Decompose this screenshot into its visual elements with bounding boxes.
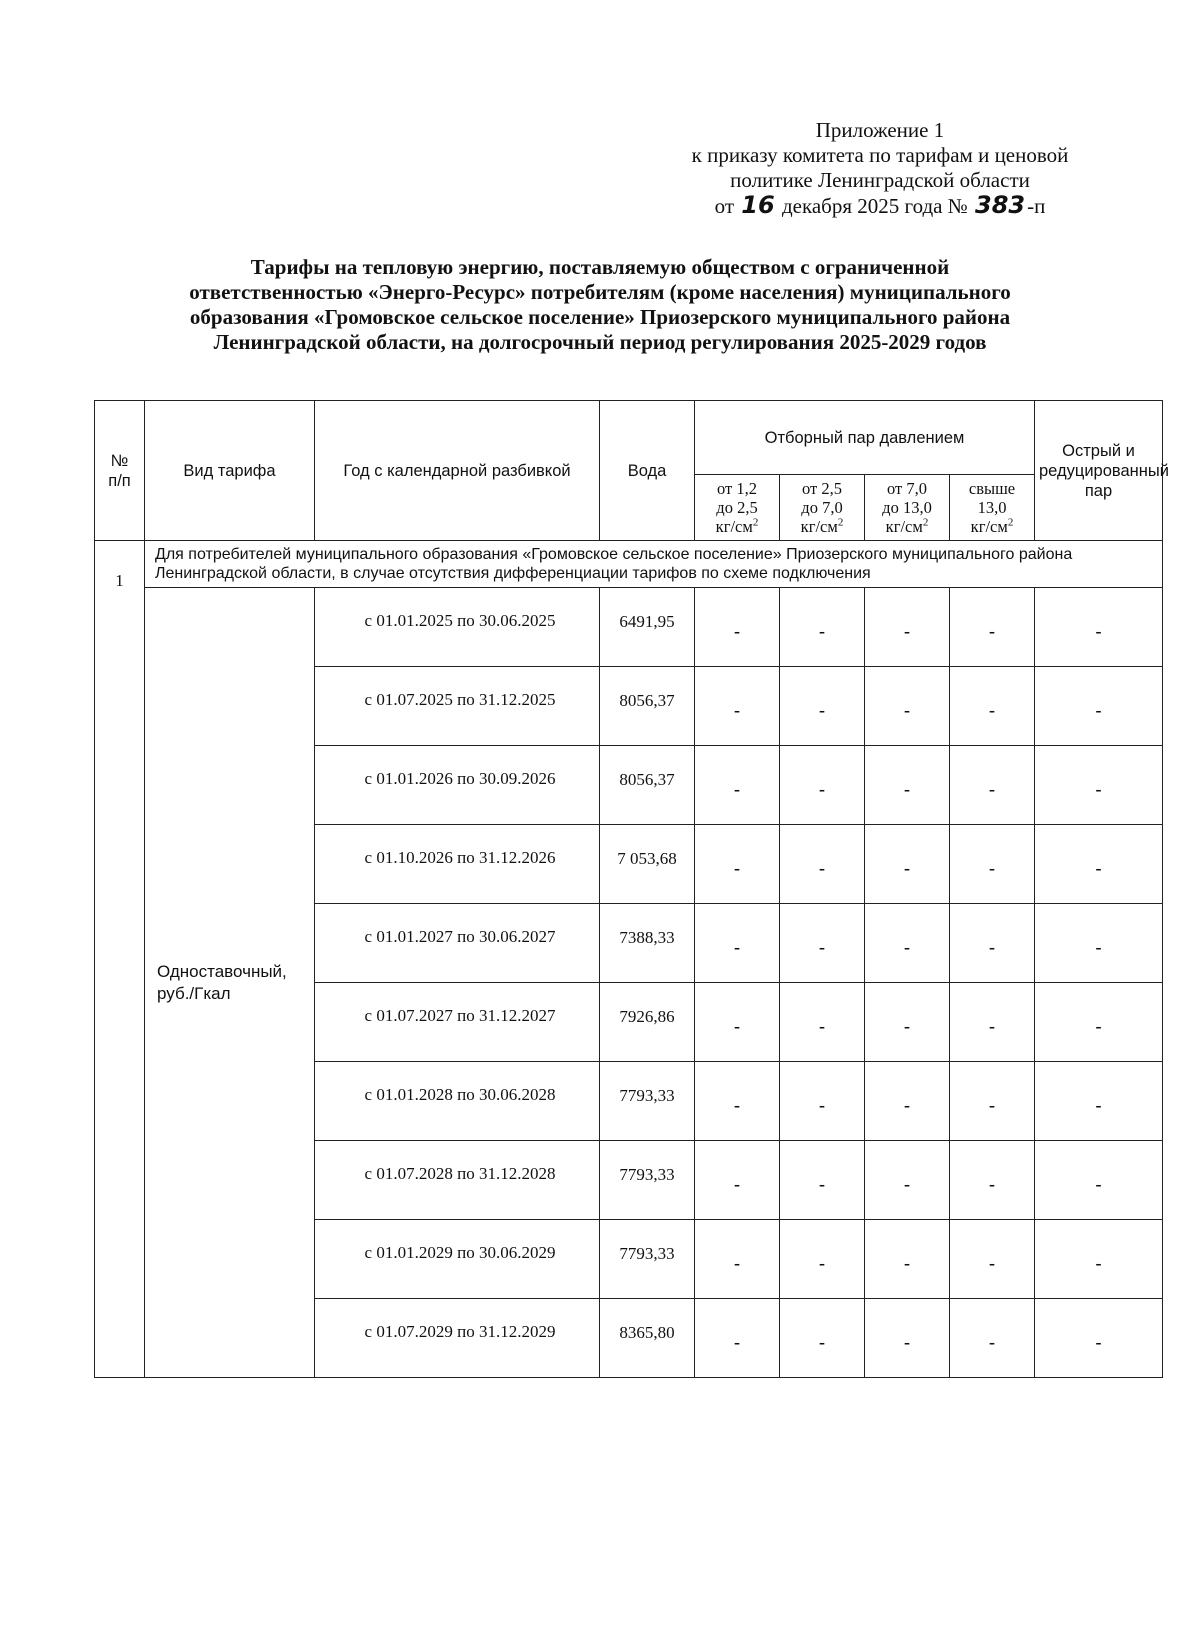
dash-cell: - bbox=[950, 1141, 1035, 1220]
dash-cell: - bbox=[695, 904, 780, 983]
tariff-kind bbox=[145, 588, 315, 1378]
dash-cell: - bbox=[695, 1220, 780, 1299]
period-cell: с 01.07.2027 по 31.12.2027 bbox=[315, 983, 600, 1062]
dash-cell: - bbox=[695, 588, 780, 667]
dash-cell: - bbox=[950, 746, 1035, 825]
title-line-3: образования «Громовское сельское поселение» Приозерского муниципального района bbox=[189, 305, 1011, 329]
dash-cell: - bbox=[865, 983, 950, 1062]
dash-cell: - bbox=[695, 1299, 780, 1378]
unit-base: кг/см bbox=[715, 517, 753, 536]
water-cell: 6491,95 bbox=[600, 588, 695, 667]
title-line-2: ответственностью «Энерго-Ресурс» потребителям (кроме населения) муниципального bbox=[189, 280, 1011, 304]
water-cell: 7793,33 bbox=[600, 1062, 695, 1141]
dash-cell: - bbox=[865, 1062, 950, 1141]
header-steam-over-13-0 bbox=[950, 475, 1035, 541]
dash-cell: - bbox=[780, 904, 865, 983]
dash-cell: - bbox=[1035, 1220, 1163, 1299]
dash-cell: - bbox=[1035, 983, 1163, 1062]
appendix-order-line: к приказу комитета по тарифам и ценовой bbox=[691, 143, 1069, 167]
dash-cell: - bbox=[780, 825, 865, 904]
date-middle: декабря 2025 года № bbox=[781, 194, 968, 218]
table-row bbox=[95, 588, 1163, 667]
unit-power: 2 bbox=[752, 516, 759, 529]
water-cell: 7793,33 bbox=[600, 1141, 695, 1220]
dash-cell: - bbox=[780, 1220, 865, 1299]
header-sharp-steam: Острый и редуцированный пар bbox=[1035, 401, 1163, 541]
sub-header-line: от 7,0 bbox=[887, 479, 927, 498]
dash-cell: - bbox=[780, 1141, 865, 1220]
header-period: Год с календарной разбивкой bbox=[315, 401, 600, 541]
dash-cell: - bbox=[1035, 1062, 1163, 1141]
dash-cell: - bbox=[865, 667, 950, 746]
dash-cell: - bbox=[695, 746, 780, 825]
appendix-header bbox=[640, 118, 1120, 219]
dash-cell: - bbox=[950, 667, 1035, 746]
dash-cell: - bbox=[780, 1299, 865, 1378]
tariff-table bbox=[94, 400, 1169, 1378]
unit-base: кг/см bbox=[800, 517, 838, 536]
sub-header-line: от 1,2 bbox=[717, 479, 757, 498]
order-number-suffix: -п bbox=[1027, 194, 1046, 218]
dash-cell: - bbox=[1035, 1141, 1163, 1220]
header-steam-group: Отборный пар давлением bbox=[695, 401, 1035, 475]
dash-cell: - bbox=[1035, 588, 1163, 667]
unit-base: кг/см bbox=[970, 517, 1008, 536]
dash-cell: - bbox=[865, 1220, 950, 1299]
dash-cell: - bbox=[865, 1299, 950, 1378]
sub-header-line: до 13,0 bbox=[882, 498, 932, 517]
handwritten-order-number: 383 bbox=[975, 191, 1026, 219]
header-steam-7-0-13-0 bbox=[865, 475, 950, 541]
dash-cell: - bbox=[865, 825, 950, 904]
dash-cell: - bbox=[780, 667, 865, 746]
header-number-symbol: № bbox=[110, 451, 129, 470]
period-cell: с 01.07.2025 по 31.12.2025 bbox=[315, 667, 600, 746]
dash-cell: - bbox=[1035, 746, 1163, 825]
tariff-kind-unit: руб./Гкал bbox=[157, 983, 231, 1003]
sub-header-line: свыше bbox=[968, 479, 1016, 498]
sub-header-unit bbox=[780, 517, 864, 536]
period-cell: с 01.07.2029 по 31.12.2029 bbox=[315, 1299, 600, 1378]
document-title bbox=[100, 255, 1100, 355]
date-prefix: от bbox=[714, 194, 735, 218]
period-cell: с 01.10.2026 по 31.12.2026 bbox=[315, 825, 600, 904]
dash-cell: - bbox=[695, 825, 780, 904]
dash-cell: - bbox=[950, 1220, 1035, 1299]
tariff-kind-line: Одноставочный, bbox=[157, 961, 287, 981]
title-line-4: Ленинградской области, на долгосрочный период регулирования 2025-2029 годов bbox=[213, 330, 987, 354]
water-cell: 7926,86 bbox=[600, 983, 695, 1062]
dash-cell: - bbox=[1035, 1299, 1163, 1378]
dash-cell: - bbox=[865, 1141, 950, 1220]
appendix-title: Приложение 1 bbox=[815, 118, 945, 142]
dash-cell: - bbox=[950, 983, 1035, 1062]
header-number bbox=[95, 401, 145, 541]
dash-cell: - bbox=[865, 588, 950, 667]
dash-cell: - bbox=[950, 825, 1035, 904]
dash-cell: - bbox=[780, 1062, 865, 1141]
dash-cell: - bbox=[695, 1141, 780, 1220]
period-cell: с 01.07.2028 по 31.12.2028 bbox=[315, 1141, 600, 1220]
dash-cell: - bbox=[950, 1062, 1035, 1141]
water-cell: 7 053,68 bbox=[600, 825, 695, 904]
dash-cell: - bbox=[950, 1299, 1035, 1378]
header-number-label: п/п bbox=[108, 471, 131, 490]
header-water: Вода bbox=[600, 401, 695, 541]
water-cell: 8056,37 bbox=[600, 667, 695, 746]
header-tariff-kind: Вид тарифа bbox=[145, 401, 315, 541]
dash-cell: - bbox=[695, 667, 780, 746]
sub-header-unit bbox=[950, 517, 1034, 536]
period-cell: с 01.01.2029 по 30.06.2029 bbox=[315, 1220, 600, 1299]
group-number: 1 bbox=[95, 541, 145, 1378]
dash-cell: - bbox=[695, 983, 780, 1062]
water-cell: 7793,33 bbox=[600, 1220, 695, 1299]
period-cell: с 01.01.2025 по 30.06.2025 bbox=[315, 588, 600, 667]
dash-cell: - bbox=[865, 904, 950, 983]
dash-cell: - bbox=[780, 588, 865, 667]
sub-header-unit bbox=[695, 517, 779, 536]
water-cell: 8056,37 bbox=[600, 746, 695, 825]
handwritten-day: 16 bbox=[741, 191, 775, 219]
appendix-committee-line: политике Ленинградской области bbox=[730, 168, 1030, 192]
group-row bbox=[95, 541, 1163, 588]
header-steam-2-5-7-0 bbox=[780, 475, 865, 541]
appendix-date-line bbox=[640, 193, 1120, 219]
dash-cell: - bbox=[780, 746, 865, 825]
sub-header-unit bbox=[865, 517, 949, 536]
header-steam-1-2-2-5 bbox=[695, 475, 780, 541]
period-cell: с 01.01.2028 по 30.06.2028 bbox=[315, 1062, 600, 1141]
dash-cell: - bbox=[1035, 825, 1163, 904]
dash-cell: - bbox=[950, 588, 1035, 667]
water-cell: 7388,33 bbox=[600, 904, 695, 983]
unit-power: 2 bbox=[1007, 516, 1014, 529]
dash-cell: - bbox=[865, 746, 950, 825]
title-line-1: Тарифы на тепловую энергию, поставляемую обществом с ограниченной bbox=[250, 255, 950, 279]
period-cell: с 01.01.2026 по 30.09.2026 bbox=[315, 746, 600, 825]
sub-header-line: до 2,5 bbox=[716, 498, 758, 517]
dash-cell: - bbox=[1035, 667, 1163, 746]
dash-cell: - bbox=[950, 904, 1035, 983]
sub-header-line: от 2,5 bbox=[802, 479, 842, 498]
dash-cell: - bbox=[1035, 904, 1163, 983]
unit-base: кг/см bbox=[885, 517, 923, 536]
sub-header-line: 13,0 bbox=[977, 498, 1007, 517]
period-cell: с 01.01.2027 по 30.06.2027 bbox=[315, 904, 600, 983]
group-description: Для потребителей муниципального образования «Громовское сельское поселение» Приозерского муниципального района Ленинградской области, в случае отсутствия дифференциации тарифов по схеме подключения bbox=[145, 541, 1163, 588]
unit-power: 2 bbox=[922, 516, 929, 529]
sub-header-line: до 7,0 bbox=[801, 498, 843, 517]
unit-power: 2 bbox=[837, 516, 844, 529]
dash-cell: - bbox=[695, 1062, 780, 1141]
dash-cell: - bbox=[780, 983, 865, 1062]
water-cell: 8365,80 bbox=[600, 1299, 695, 1378]
